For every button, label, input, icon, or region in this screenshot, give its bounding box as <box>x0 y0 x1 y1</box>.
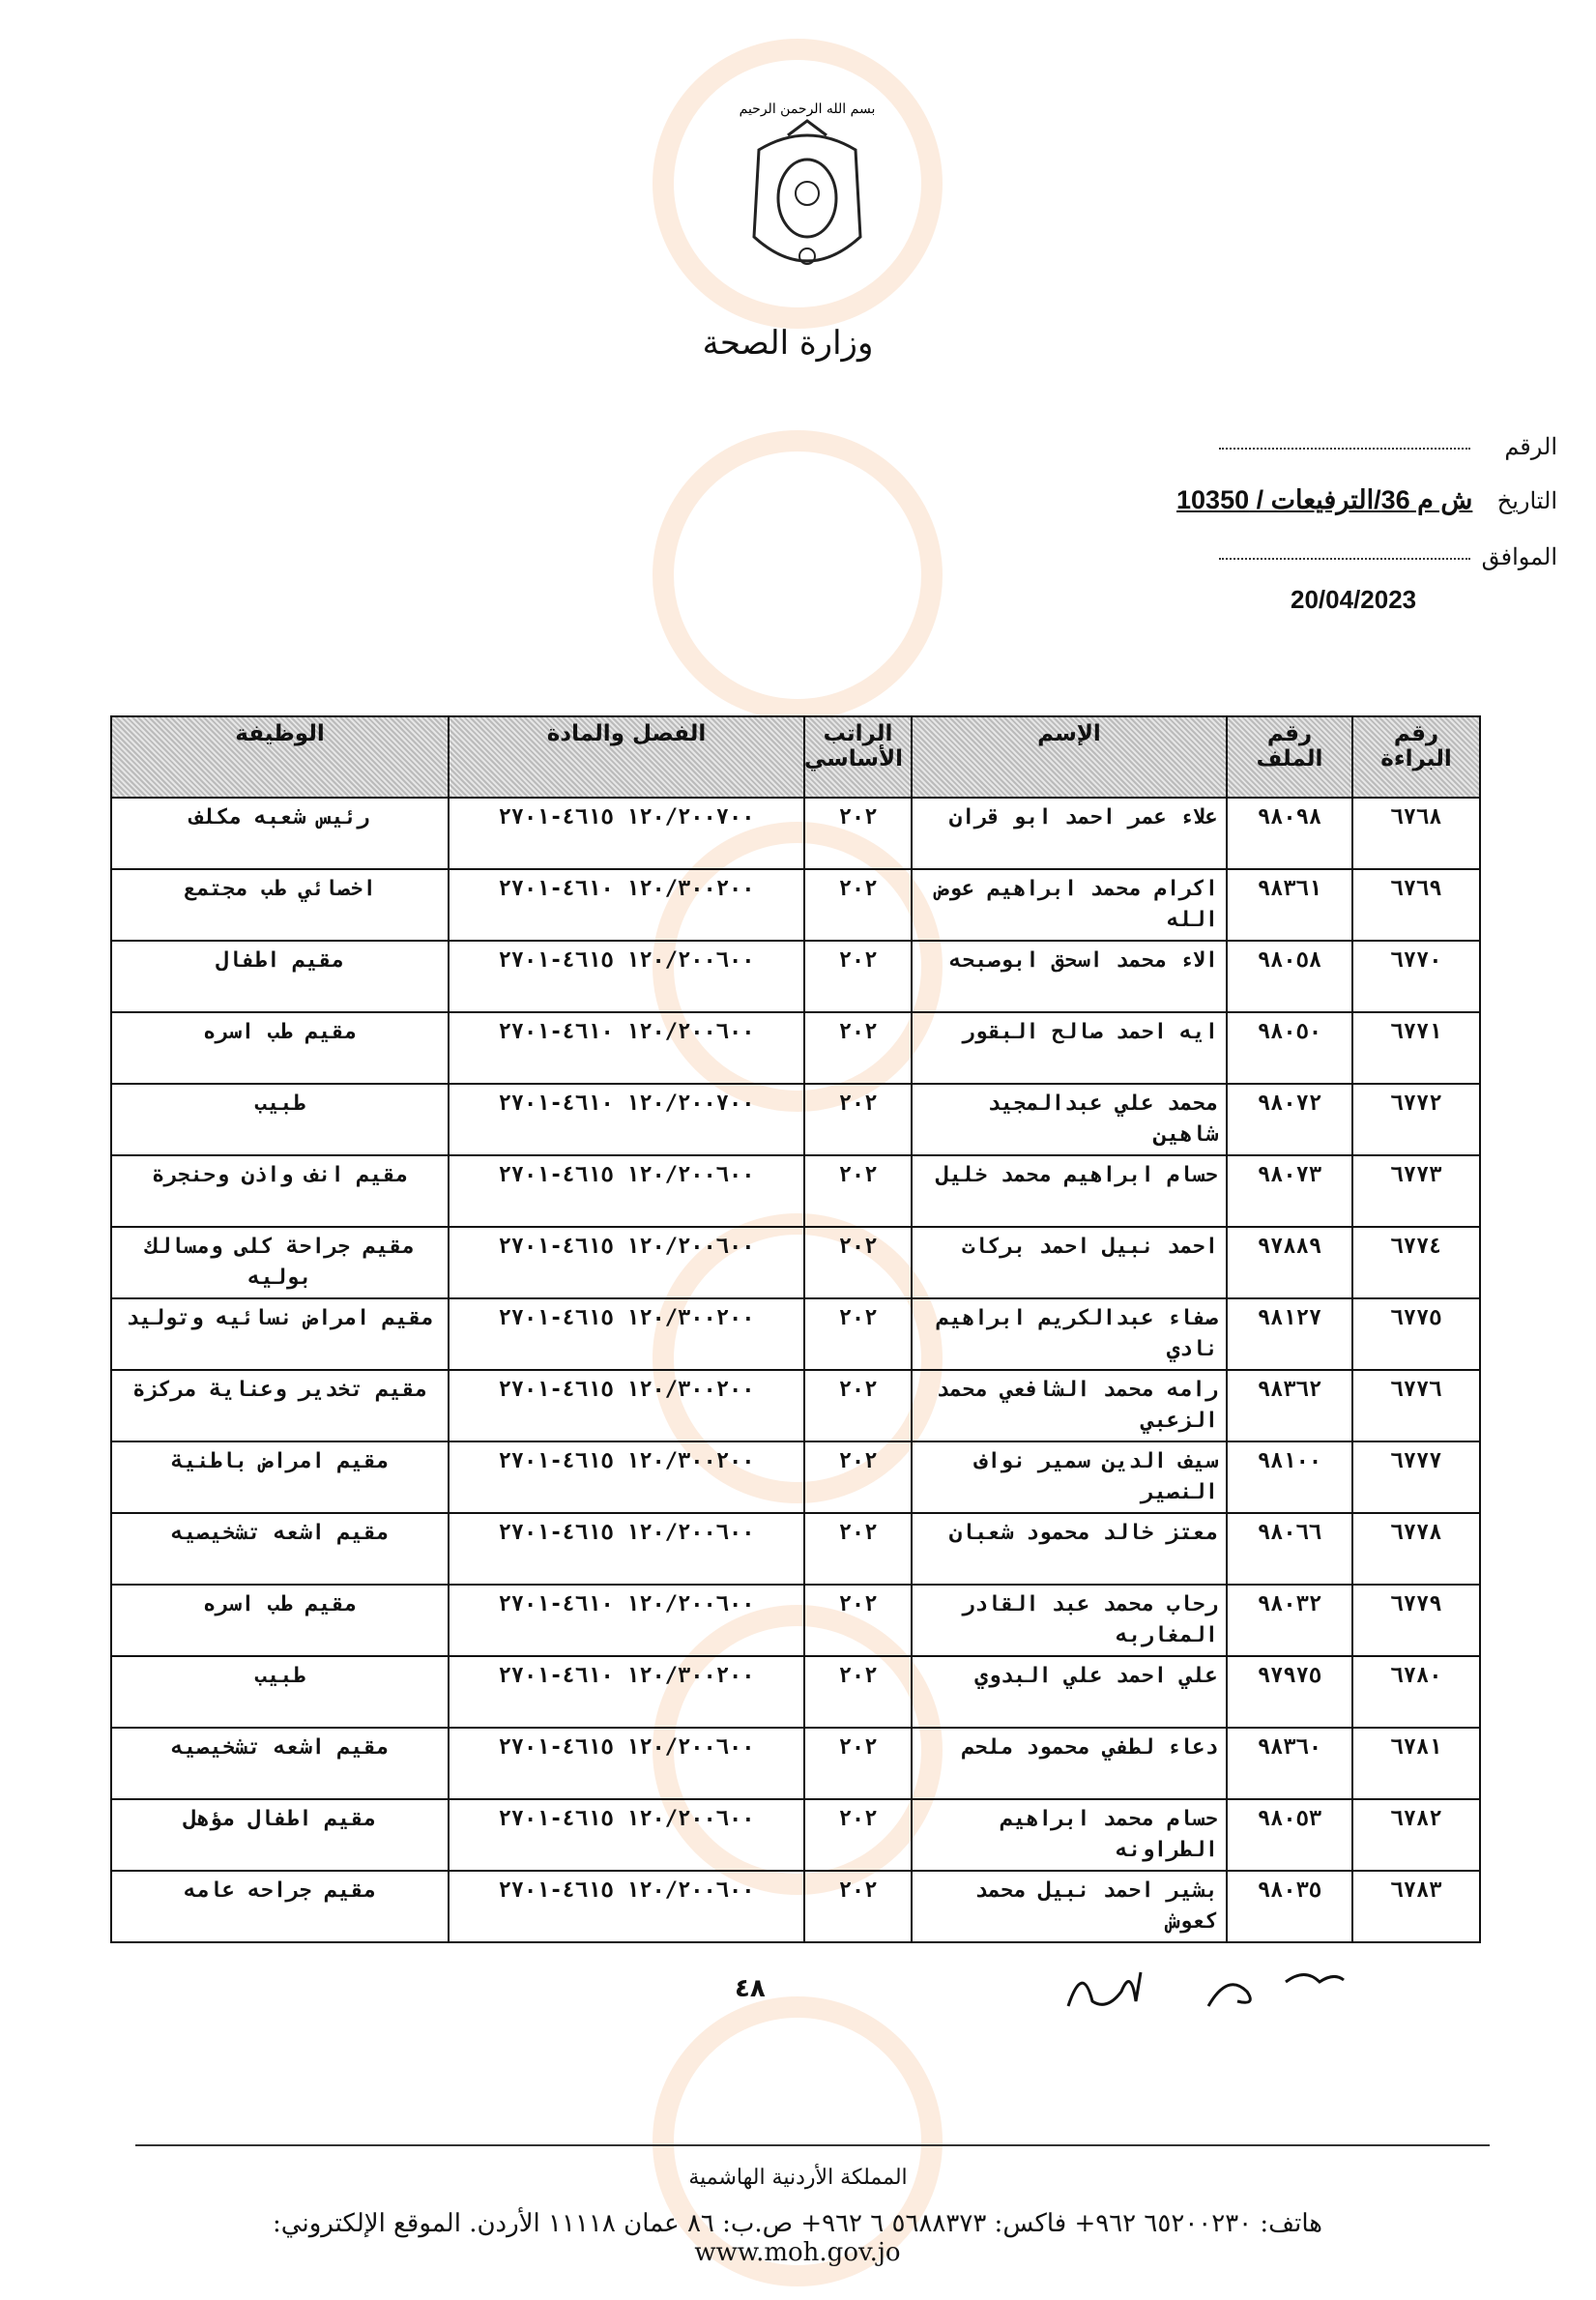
cell-name: بشير احمد نبيل محمد كعوش <box>912 1871 1227 1942</box>
cell-chapter-article: ١٢٠/٢٠٠٦٠٠ ٤٦١٥-٢٧٠١ <box>449 1728 804 1799</box>
cell-file-number: ٩٨٣٦٠ <box>1227 1728 1352 1799</box>
cell-name: اكرام محمد ابراهيم عوض الله <box>912 869 1227 941</box>
table-row <box>111 1370 1480 1441</box>
cell-chapter-article: ١٢٠/٣٠٠٢٠٠ ٤٦١٠-٢٧٠١ <box>449 869 804 941</box>
cell-chapter-article: ١٢٠/٢٠٠٧٠٠ ٤٦١٥-٢٧٠١ <box>449 798 804 869</box>
cell-file-number: ٩٧٩٧٥ <box>1227 1656 1352 1728</box>
cell-job-title: مقيم انف واذن وحنجرة <box>111 1155 449 1227</box>
cell-file-number: ٩٨٠٦٦ <box>1227 1513 1352 1585</box>
cell-name: رحاب محمد عبد القادر المغاربه <box>912 1585 1227 1656</box>
cell-job-title: مقيم امراض نسائيه وتوليد <box>111 1298 449 1370</box>
cell-job-title: مقيم جراحة كلى ومسالك بوليه <box>111 1227 449 1298</box>
cell-file-number: ٩٨٠٧٢ <box>1227 1084 1352 1155</box>
cell-job-title: مقيم جراحه عامه <box>111 1871 449 1942</box>
cell-basic-salary: ٢٠٢ <box>804 1084 912 1155</box>
cell-chapter-article: ١٢٠/٣٠٠٢٠٠ ٤٦١٠-٢٧٠١ <box>449 1656 804 1728</box>
cell-file-number: ٩٨٠٧٣ <box>1227 1155 1352 1227</box>
cell-name: دعاء لطفي محمود ملحم <box>912 1728 1227 1799</box>
cell-file-number: ٩٨٠٣٢ <box>1227 1585 1352 1656</box>
cell-name: رامه محمد الشافعي محمد الزعبي <box>912 1370 1227 1441</box>
cell-license-number: ٦٧٧٦ <box>1352 1370 1480 1441</box>
ministry-name: وزارة الصحة <box>702 324 874 363</box>
corresponding-label: الموافق <box>1481 543 1557 570</box>
cell-chapter-article: ١٢٠/٢٠٠٦٠٠ ٤٦١٥-٢٧٠١ <box>449 1155 804 1227</box>
cell-basic-salary: ٢٠٢ <box>804 1227 912 1298</box>
cell-chapter-article: ١٢٠/٢٠٠٦٠٠ ٤٦١٥-٢٧٠١ <box>449 941 804 1012</box>
col-basic-salary: الراتب الأساسي <box>804 716 912 798</box>
col-file-number: رقم الملف <box>1227 716 1352 798</box>
coat-of-arms-emblem <box>730 92 885 300</box>
cell-license-number: ٦٧٧٧ <box>1352 1441 1480 1513</box>
cell-license-number: ٦٧٨١ <box>1352 1728 1480 1799</box>
reference-value: ش م 36/الترفيعات / 10350 <box>1176 485 1473 514</box>
col-license-number: رقم البراءة <box>1352 716 1480 798</box>
cell-basic-salary: ٢٠٢ <box>804 869 912 941</box>
cell-license-number: ٦٧٧٣ <box>1352 1155 1480 1227</box>
date-label: التاريخ <box>1496 487 1557 514</box>
cell-job-title: طبيب <box>111 1084 449 1155</box>
table-row <box>111 1799 1480 1871</box>
cell-chapter-article: ١٢٠/٢٠٠٦٠٠ ٤٦١٥-٢٧٠١ <box>449 1871 804 1942</box>
watermark-clock <box>653 430 943 720</box>
cell-file-number: ٩٨٠٥٣ <box>1227 1799 1352 1871</box>
cell-name: معتز خالد محمود شعبان <box>912 1513 1227 1585</box>
cell-name: سيف الدين سمير نواف النصير <box>912 1441 1227 1513</box>
cell-chapter-article: ١٢٠/٢٠٠٦٠٠ ٤٦١٠-٢٧٠١ <box>449 1585 804 1656</box>
cell-license-number: ٦٧٧٨ <box>1352 1513 1480 1585</box>
cell-basic-salary: ٢٠٢ <box>804 1155 912 1227</box>
cell-basic-salary: ٢٠٢ <box>804 941 912 1012</box>
cell-file-number: ٩٨١٠٠ <box>1227 1441 1352 1513</box>
table-row <box>111 1227 1480 1298</box>
page-number: ٤٨ <box>735 1974 766 2003</box>
footer-contact: هاتف: ٦٥٢٠٠٢٣٠ ٩٦٢+ فاكس: ٥٦٨٨٣٧٣ ٦ ٩٦٢+ ص.ب: ٨٦ عمان ١١١١٨ الأردن. الموقع الإلكتروني: www.moh.gov.jo <box>273 2209 1322 2267</box>
cell-file-number: ٩٨٣٦٢ <box>1227 1370 1352 1441</box>
table-row <box>111 1012 1480 1084</box>
cell-file-number: ٩٨٠٩٨ <box>1227 798 1352 869</box>
col-job-title: الوظيفة <box>111 716 449 798</box>
table-row <box>111 1155 1480 1227</box>
cell-job-title: مقيم امراض باطنية <box>111 1441 449 1513</box>
footer-divider <box>135 2144 1490 2146</box>
cell-job-title: مقيم طب اسره <box>111 1585 449 1656</box>
cell-basic-salary: ٢٠٢ <box>804 1728 912 1799</box>
cell-license-number: ٦٧٦٨ <box>1352 798 1480 869</box>
cell-license-number: ٦٧٨٢ <box>1352 1799 1480 1871</box>
cell-file-number: ٩٨٠٥٨ <box>1227 941 1352 1012</box>
col-name: الإسم <box>912 716 1227 798</box>
cell-license-number: ٦٧٧١ <box>1352 1012 1480 1084</box>
ref-label: الرقم <box>1504 433 1557 460</box>
cell-chapter-article: ١٢٠/٢٠٠٦٠٠ ٤٦١٥-٢٧٠١ <box>449 1227 804 1298</box>
cell-basic-salary: ٢٠٢ <box>804 1871 912 1942</box>
ref-number-row <box>1219 433 1557 460</box>
cell-license-number: ٦٧٧٩ <box>1352 1585 1480 1656</box>
cell-basic-salary: ٢٠٢ <box>804 1012 912 1084</box>
cell-license-number: ٦٧٧٢ <box>1352 1084 1480 1155</box>
cell-name: محمد علي عبدالمجيد شاهين <box>912 1084 1227 1155</box>
table-row <box>111 1585 1480 1656</box>
basmala: بسم الله الرحمن الرحيم <box>739 102 876 117</box>
table-row <box>111 1871 1480 1942</box>
cell-name: ايه احمد صالح البقور <box>912 1012 1227 1084</box>
table-row <box>111 941 1480 1012</box>
cell-basic-salary: ٢٠٢ <box>804 1370 912 1441</box>
letter-date: 20/04/2023 <box>1291 585 1417 614</box>
cell-chapter-article: ١٢٠/٢٠٠٧٠٠ ٤٦١٠-٢٧٠١ <box>449 1084 804 1155</box>
footer-kingdom: المملكة الأردنية الهاشمية <box>688 2166 908 2190</box>
table-row <box>111 1298 1480 1370</box>
cell-license-number: ٦٧٧٠ <box>1352 941 1480 1012</box>
cell-chapter-article: ١٢٠/٢٠٠٦٠٠ ٤٦١٠-٢٧٠١ <box>449 1012 804 1084</box>
table-row <box>111 1441 1480 1513</box>
table-row <box>111 1656 1480 1728</box>
cell-job-title: اخصائي طب مجتمع <box>111 869 449 941</box>
promotions-table <box>110 715 1481 1943</box>
cell-license-number: ٦٧٨٣ <box>1352 1871 1480 1942</box>
cell-file-number: ٩٨١٢٧ <box>1227 1298 1352 1370</box>
cell-license-number: ٦٧٧٤ <box>1352 1227 1480 1298</box>
cell-chapter-article: ١٢٠/٣٠٠٢٠٠ ٤٦١٥-٢٧٠١ <box>449 1441 804 1513</box>
handwritten-signatures <box>1063 1953 1392 2021</box>
cell-chapter-article: ١٢٠/٣٠٠٢٠٠ ٤٦١٥-٢٧٠١ <box>449 1370 804 1441</box>
cell-name: الاء محمد اسحق ابوصبحه <box>912 941 1227 1012</box>
cell-license-number: ٦٧٨٠ <box>1352 1656 1480 1728</box>
table-row <box>111 1513 1480 1585</box>
cell-name: صفاء عبدالكريم ابراهيم نادي <box>912 1298 1227 1370</box>
cell-basic-salary: ٢٠٢ <box>804 1298 912 1370</box>
cell-basic-salary: ٢٠٢ <box>804 1585 912 1656</box>
cell-basic-salary: ٢٠٢ <box>804 1656 912 1728</box>
cell-basic-salary: ٢٠٢ <box>804 798 912 869</box>
cell-name: احمد نبيل احمد بركات <box>912 1227 1227 1298</box>
cell-job-title: رئيس شعبه مكلف <box>111 798 449 869</box>
cell-chapter-article: ١٢٠/٢٠٠٦٠٠ ٤٦١٥-٢٧٠١ <box>449 1513 804 1585</box>
table-row <box>111 869 1480 941</box>
table-header-row <box>111 716 1480 798</box>
cell-basic-salary: ٢٠٢ <box>804 1799 912 1871</box>
table-row <box>111 798 1480 869</box>
cell-job-title: مقيم تخدير وعناية مركزة <box>111 1370 449 1441</box>
cell-name: حسام ابراهيم محمد خليل <box>912 1155 1227 1227</box>
col-chapter-article: الفصل والمادة <box>449 716 804 798</box>
cell-chapter-article: ١٢٠/٢٠٠٦٠٠ ٤٦١٥-٢٧٠١ <box>449 1799 804 1871</box>
cell-name: حسام محمد ابراهيم الطراونه <box>912 1799 1227 1871</box>
cell-file-number: ٩٨٠٥٠ <box>1227 1012 1352 1084</box>
cell-license-number: ٦٧٦٩ <box>1352 869 1480 941</box>
cell-job-title: مقيم اطفال مؤهل <box>111 1799 449 1871</box>
cell-license-number: ٦٧٧٥ <box>1352 1298 1480 1370</box>
date-row <box>1176 485 1557 515</box>
cell-file-number: ٩٨٠٣٥ <box>1227 1871 1352 1942</box>
cell-file-number: ٩٧٨٨٩ <box>1227 1227 1352 1298</box>
cell-job-title: مقيم طب اسره <box>111 1012 449 1084</box>
cell-name: علي احمد علي البدوي <box>912 1656 1227 1728</box>
table-row <box>111 1728 1480 1799</box>
cell-basic-salary: ٢٠٢ <box>804 1513 912 1585</box>
cell-basic-salary: ٢٠٢ <box>804 1441 912 1513</box>
corresponding-row <box>1219 543 1557 570</box>
table-row <box>111 1084 1480 1155</box>
cell-job-title: طبيب <box>111 1656 449 1728</box>
cell-job-title: مقيم اطفال <box>111 941 449 1012</box>
cell-job-title: مقيم اشعه تشخيصيه <box>111 1728 449 1799</box>
cell-job-title: مقيم اشعه تشخيصيه <box>111 1513 449 1585</box>
cell-name: علاء عمر احمد ابو قران <box>912 798 1227 869</box>
cell-chapter-article: ١٢٠/٣٠٠٢٠٠ ٤٦١٥-٢٧٠١ <box>449 1298 804 1370</box>
cell-file-number: ٩٨٣٦١ <box>1227 869 1352 941</box>
